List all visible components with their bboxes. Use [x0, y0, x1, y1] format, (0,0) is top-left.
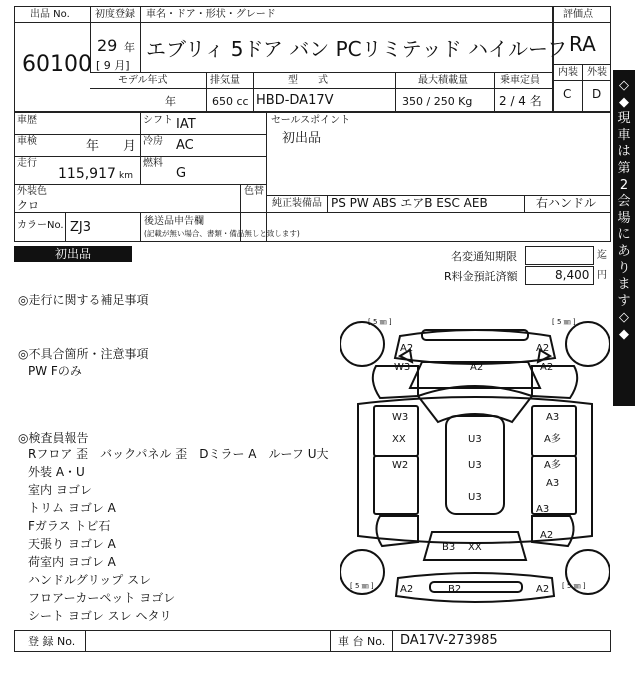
mileage-value: 115,917 [58, 166, 116, 182]
history-label: 車歴 [17, 115, 37, 126]
mark-rear-bumper-center: B2 [448, 584, 462, 595]
first-listing-badge: 初出品 [14, 246, 132, 262]
exterior-color-value: クロ [17, 199, 39, 212]
recycle-label: R料金預託済額 [444, 270, 518, 283]
car-name: エブリィ 5ドア バン PCリミテッド ハイルーフ [146, 37, 567, 61]
mark-rear-door-right-2: A3 [546, 478, 560, 489]
capacity-label: 乗車定員 [500, 75, 540, 86]
mark-front-bumper-right: A2 [536, 343, 550, 354]
first-reg-label: 初度登録 [95, 9, 135, 20]
steering-value: 右ハンドル [536, 196, 597, 210]
tire-rear-right-depth: [ 5 ㎜ ] [562, 582, 586, 590]
shift-label: シフト [143, 115, 173, 126]
color-no-label: カラーNo. [17, 220, 64, 231]
fuel-label: 燃料 [143, 158, 163, 169]
remark-line: Fガラス トビ石 [28, 519, 111, 533]
mark-hood: A2 [470, 362, 484, 373]
remark-line: ハンドルグリップ スレ [28, 573, 152, 587]
model-year-unit: 年 [165, 95, 176, 108]
mark-front-door-left-2: XX [392, 434, 406, 445]
max-load-value: 350 / 250 Kg [402, 95, 473, 108]
mark-front-door-left-1: W3 [392, 412, 409, 423]
model-grade-label: 車名・ドア・形状・グレード [146, 9, 276, 20]
chassis-no-label: 車 台 No. [338, 635, 386, 648]
remark-line: 外装 A・U [28, 465, 85, 479]
interior-label: 内装 [558, 67, 578, 78]
inspector-title: ◎検査員報告 [18, 431, 89, 445]
side-banner-char: り [617, 260, 631, 276]
model-year-label: モデル年式 [118, 75, 168, 86]
side-banner-char: ◇ [619, 310, 629, 326]
lot-no-label: 出品 No. [30, 9, 70, 20]
mark-front-bumper-left: A2 [400, 343, 414, 354]
tire-front-right-depth: [ 5 ㎜ ] [552, 318, 576, 326]
displacement-value: 650 cc [212, 95, 249, 108]
type-label: 型 式 [288, 75, 328, 86]
sales-point-value: 初出品 [282, 131, 322, 146]
remark-line: PW Fのみ [28, 364, 82, 378]
defects-title: ◎不具合箇所・注意事項 [18, 347, 149, 361]
mark-fender-left: W3 [394, 362, 411, 373]
remark-line: トリム ヨゴレ A [28, 501, 116, 515]
side-banner-char: に [617, 227, 631, 243]
side-banner-char: ◇ [619, 78, 629, 93]
equipment-label: 純正装備品 [272, 198, 322, 209]
inspection-month-unit: 月 [123, 139, 137, 154]
reg-no-label: 登 録 No. [28, 635, 76, 648]
tire-front-left-icon [340, 322, 384, 366]
remark-line: 天張り ヨゴレ A [28, 537, 116, 551]
side-banner-char: 2 [619, 177, 629, 193]
side-banner-char: 第 [617, 160, 631, 176]
mark-rear-quarter-right-1: A3 [536, 504, 550, 515]
side-banner [613, 70, 635, 406]
color-change-label: 色替 [244, 186, 264, 197]
mark-rear-door-right-1: A多 [544, 460, 561, 471]
rating-label: 評価点 [563, 9, 593, 20]
type-value: HBD-DA17V [256, 93, 334, 108]
tire-front-left-depth: [ 5 ㎜ ] [368, 318, 392, 326]
side-banner-char: 場 [617, 210, 631, 226]
post-shipping-note: (記載が無い場合、書類・備品無しと致します) [144, 229, 300, 238]
mark-roof-2: U3 [468, 460, 482, 471]
mark-rear-bumper-left: A2 [400, 584, 414, 595]
max-load-label: 最大積載量 [418, 75, 468, 86]
inspection-year-unit: 年 [86, 139, 100, 154]
tire-rear-left-depth: [ 5 ㎜ ] [350, 582, 374, 590]
lot-no-value: 60100 [22, 52, 92, 77]
recycle-unit: 円 [597, 270, 607, 281]
mark-back-door-2: XX [468, 542, 482, 553]
mark-front-door-right-1: A3 [546, 412, 560, 423]
side-banner-char: ま [617, 277, 631, 293]
post-shipping-label: 後送品申告欄 [144, 216, 204, 227]
side-banner-char: は [617, 144, 631, 160]
ac-label: 冷房 [143, 136, 163, 147]
mark-roof-3: U3 [468, 492, 482, 503]
year-unit: 年 [124, 41, 135, 54]
month-value: [ 9 月] [96, 59, 130, 72]
name-change-suffix: 迄 [597, 250, 607, 261]
exterior-label: 外装 [587, 67, 607, 78]
name-change-box [525, 246, 594, 265]
interior-grade: C [563, 87, 572, 101]
chassis-no-value: DA17V-273985 [400, 633, 498, 648]
rating-value: RA [569, 32, 596, 56]
side-banner-char: 車 [617, 127, 631, 143]
mark-roof-1: U3 [468, 434, 482, 445]
capacity-value: 2 / 4 名 [499, 94, 542, 108]
side-banner-char: 会 [617, 194, 631, 210]
mark-front-door-right-2: A多 [544, 434, 561, 445]
mileage-label: 走行 [17, 158, 37, 169]
mark-rear-door-left: W2 [392, 460, 409, 471]
side-banner-char: ◆ [619, 326, 629, 342]
mark-rear-quarter-right-2: A2 [540, 530, 554, 541]
remark-line: フロアーカーペット ヨゴレ [28, 591, 176, 605]
shift-value: IAT [176, 117, 196, 132]
side-banner-char: ◆ [619, 94, 629, 110]
displacement-label: 排気量 [210, 75, 240, 86]
color-no-value: ZJ3 [70, 220, 92, 235]
remark-line: Rフロア 歪 バックパネル 歪 Dミラー A ルーフ U大 [28, 447, 329, 461]
side-banner-char: す [617, 293, 631, 309]
mark-fender-right: A2 [540, 362, 554, 373]
mark-back-door-1: B3 [442, 542, 456, 553]
year-value: 29 [97, 36, 118, 55]
recycle-value: 8,400 [555, 268, 590, 282]
sales-point-label: セールスポイント [271, 115, 351, 126]
ac-value: AC [176, 138, 194, 153]
exterior-color-label: 外装色 [17, 186, 47, 197]
exterior-grade: D [592, 87, 602, 101]
remark-line: 荷室内 ヨゴレ A [28, 555, 116, 569]
remark-line: 室内 ヨゴレ [28, 483, 92, 497]
equipment-value: PS PW ABS エアB ESC AEB [331, 196, 488, 210]
side-banner-char: あ [617, 243, 631, 259]
mileage-unit: km [119, 171, 133, 181]
inspection-label: 車検 [17, 136, 37, 147]
footer-frame [14, 630, 611, 652]
car-damage-diagram [340, 316, 610, 628]
fuel-value: G [176, 166, 187, 181]
mark-rear-bumper-right: A2 [536, 584, 550, 595]
name-change-label: 名変通知期限 [451, 250, 517, 263]
tire-front-right-icon [566, 322, 610, 366]
driving-remarks-title: ◎走行に関する補足事項 [18, 293, 149, 307]
remark-line: シート ヨゴレ スレ ヘタリ [28, 609, 172, 623]
side-banner-char: 現 [617, 111, 631, 127]
